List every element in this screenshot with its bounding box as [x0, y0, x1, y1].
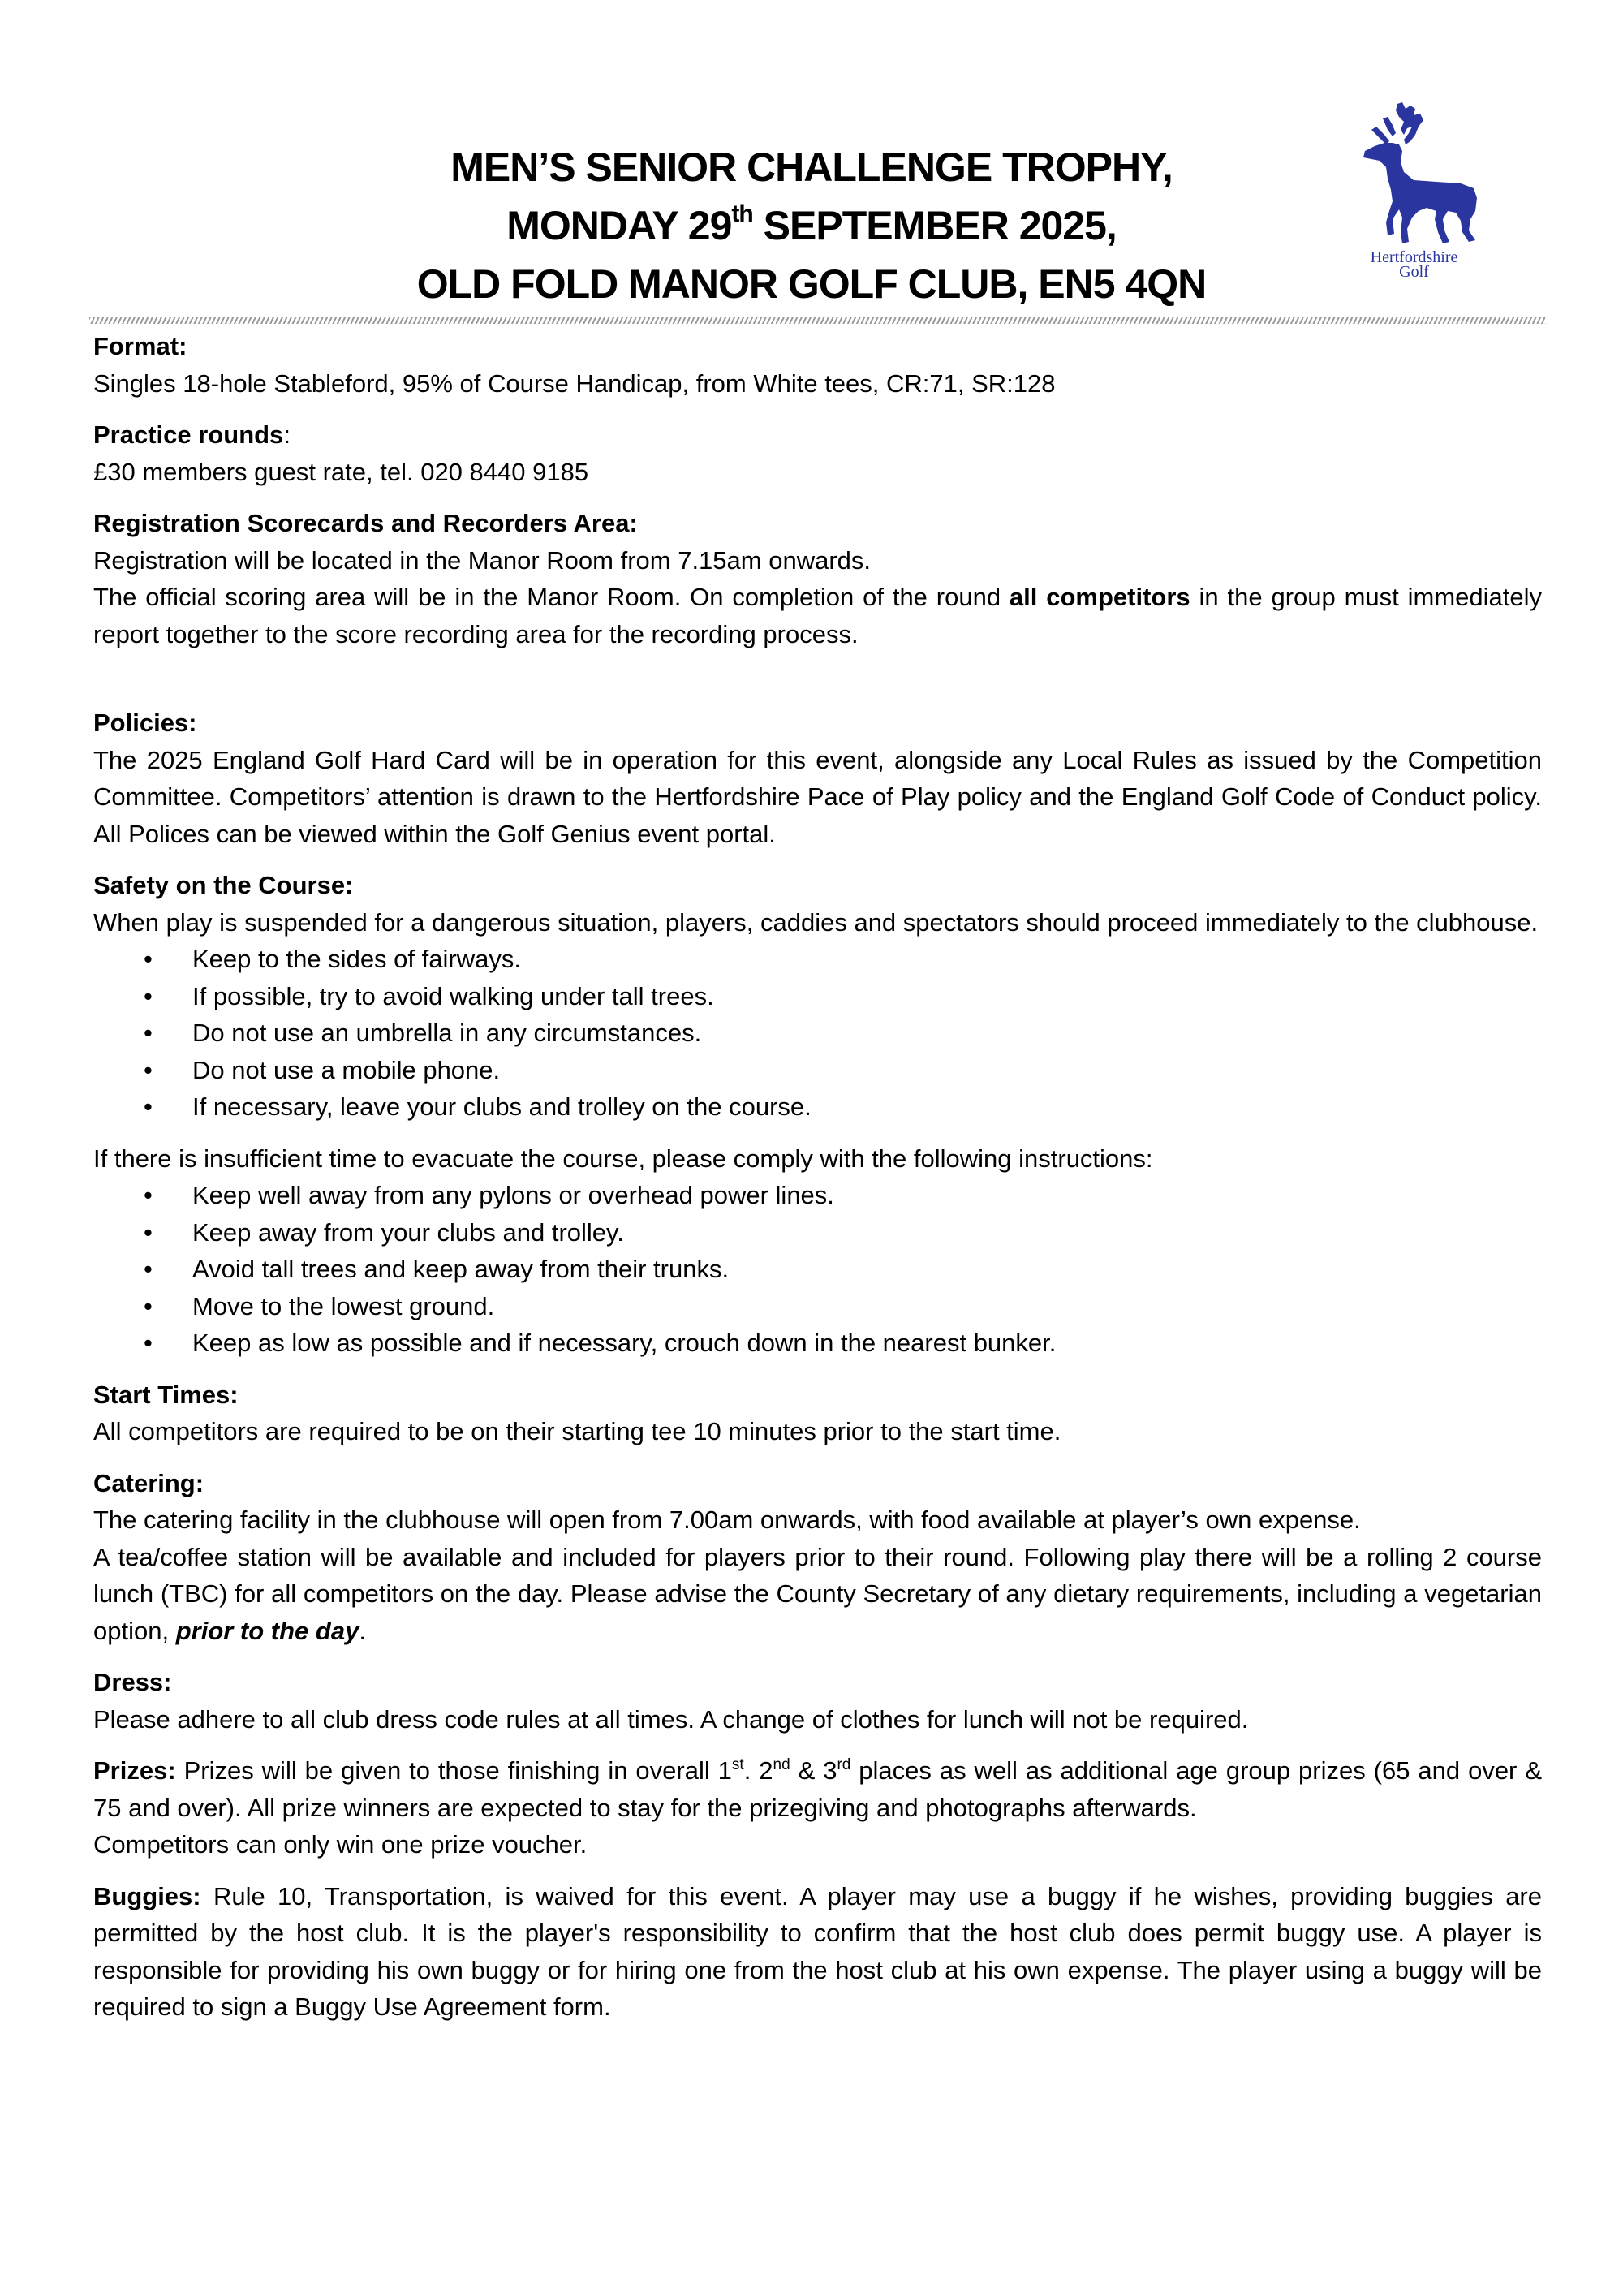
section-heading: Safety on the Course: — [93, 871, 354, 899]
text-run: in the group must immediately report together to the score recording area for the recording process. — [93, 583, 1543, 648]
bullet-icon: • — [144, 1329, 153, 1357]
list-item-text: Do not use an umbrella in any circumstances. — [192, 1019, 702, 1047]
section-heading: Registration Scorecards and Recorders Area: — [93, 509, 638, 537]
emphasis-text: prior to the day — [175, 1616, 359, 1645]
catering-opening: The catering facility in the clubhouse will open from 7.00am onwards, with food available at player’s own expense. — [93, 1506, 1361, 1534]
list-item-text: Keep as low as possible and if necessary, crouch down in the nearest bunker. — [192, 1329, 1057, 1357]
logo-wordmark — [1347, 250, 1481, 279]
section-heading: Dress: — [93, 1668, 172, 1696]
safety-intro-2: If there is insufficient time to evacuate the course, please comply with the following instructions: — [93, 1144, 1153, 1173]
section-heading: Start Times: — [93, 1380, 239, 1409]
prizes-voucher-note: Competitors can only win one prize voucher. — [93, 1830, 588, 1859]
text-run: . — [359, 1616, 366, 1645]
section-text: Singles 18-hole Stableford, 95% of Course Handicap, from White tees, CR:71, SR:128 — [93, 368, 1056, 398]
logo-line-2: Golf — [1399, 263, 1429, 281]
bullet-icon: • — [144, 1181, 153, 1209]
section-prizes — [93, 1752, 1542, 1863]
catering-details — [93, 1539, 1542, 1650]
buggies-text — [93, 1878, 1542, 2026]
section-text: Please adhere to all club dress code rules at all times. A change of clothes for lunch will not be required. — [93, 1704, 1249, 1734]
title-date-prefix: MONDAY 29 — [506, 203, 732, 248]
registration-scoring — [93, 579, 1542, 653]
section-practice-rounds — [93, 416, 1542, 490]
section-safety — [93, 867, 1542, 1126]
bullet-icon: • — [144, 1055, 153, 1084]
list-item — [93, 978, 1542, 1015]
text-run: places as well as additional age group prizes (65 and over & 75 and over). All prize winners are expected to stay for the prizegiving and photographs afterwards. — [93, 1756, 1542, 1822]
bullet-icon: • — [144, 1255, 153, 1283]
section-text: £30 members guest rate, tel. 020 8440 9185 — [93, 457, 589, 486]
heading-colon: : — [283, 420, 291, 449]
title-line-3: OLD FOLD MANOR GOLF CLUB, EN5 4QN — [416, 261, 1207, 307]
list-item-text: Move to the lowest ground. — [192, 1291, 495, 1320]
list-item — [93, 1251, 1542, 1288]
bullet-icon: • — [144, 1217, 153, 1247]
section-heading: Format: — [93, 332, 187, 360]
list-item-text: If possible, try to avoid walking under tall trees. — [192, 981, 714, 1010]
list-item — [93, 1052, 1542, 1089]
text-run: Rule 10, Transportation, is waived for this event. A player may use a buggy if he wishes, providing buggies are permitted by the host club. It is the player's responsibility to confirm that the host club does permit buggy use. A player is responsible for providing his own buggy or for hiring one from the host club at his own expense. The player using a buggy will be required to sign a Buggy Use Agreement form. — [93, 1881, 1542, 2021]
safety-intro: When play is suspended for a dangerous situation, players, caddies and spectators should proceed immediately to the clubhouse. — [93, 907, 1539, 937]
section-heading — [93, 416, 1542, 454]
list-item — [93, 1177, 1542, 1214]
registration-location: Registration will be located in the Manor Room from 7.15am onwards. — [93, 545, 872, 575]
list-item-text: If necessary, leave your clubs and trolley on the course. — [192, 1092, 812, 1121]
ordinal-suffix: st — [731, 1756, 744, 1773]
bullet-icon: • — [144, 945, 153, 973]
text-run: . 2 — [743, 1756, 773, 1785]
section-start-times — [93, 1376, 1542, 1450]
section-policies — [93, 704, 1542, 852]
heading-text: Practice rounds — [93, 420, 284, 449]
text-run: A tea/coffee station will be available and included for players prior to their round. Following play there will be a rolling 2 course lunch (TBC) for all competitors on the day. Please advise the County Secretary of any dietary requirements, including a vegetarian option, — [93, 1542, 1542, 1645]
list-item-text: Keep away from your clubs and trolley. — [192, 1217, 624, 1247]
list-item-text: Keep to the sides of fairways. — [192, 945, 521, 973]
list-item — [93, 1214, 1542, 1251]
list-item-text: Keep well away from any pylons or overhead power lines. — [192, 1181, 834, 1209]
safety-list-evacuation — [93, 1177, 1542, 1362]
ordinal-suffix: nd — [773, 1756, 790, 1773]
section-text: The 2025 England Golf Hard Card will be in operation for this event, alongside any Local Rules as issued by the Competition Committee. Competitors’ attention is drawn to the Hertfordshire Pace of Play policy and the England Golf Code of Conduct policy. All Polices can be viewed within the Golf Genius event portal. — [93, 745, 1542, 848]
list-item — [93, 1088, 1542, 1126]
page-title — [325, 138, 1298, 313]
bullet-icon: • — [144, 981, 153, 1010]
header-divider — [89, 317, 1546, 324]
title-line-1: MEN’S SENIOR CHALLENGE TROPHY, — [450, 144, 1173, 190]
section-heading: Policies: — [93, 709, 197, 737]
section-catering — [93, 1465, 1542, 1650]
emphasis-text: all competitors — [1009, 583, 1190, 611]
section-buggies — [93, 1878, 1542, 2026]
section-registration — [93, 505, 1542, 653]
section-format — [93, 328, 1542, 402]
list-item — [93, 941, 1542, 978]
safety-list-suspended — [93, 941, 1542, 1126]
list-item — [93, 1288, 1542, 1325]
section-safety-evacuation — [93, 1140, 1542, 1362]
section-dress — [93, 1664, 1542, 1738]
title-date-ordinal: th — [731, 200, 753, 227]
text-run: The official scoring area will be in the Manor Room. On completion of the round — [93, 583, 1010, 611]
section-heading: Buggies: — [93, 1881, 201, 1910]
bullet-icon: • — [144, 1092, 153, 1121]
bullet-icon: • — [144, 1019, 153, 1047]
document-body — [93, 328, 1542, 2040]
text-run: & 3 — [790, 1756, 837, 1785]
list-item — [93, 1014, 1542, 1052]
section-text: All competitors are required to be on their starting tee 10 minutes prior to the start time. — [93, 1417, 1061, 1445]
section-heading: Catering: — [93, 1468, 204, 1497]
bullet-icon: • — [144, 1291, 153, 1320]
list-item-text: Avoid tall trees and keep away from their trunks. — [192, 1255, 730, 1283]
ordinal-suffix: rd — [837, 1756, 851, 1773]
logo-line-1: Hertfordshire — [1370, 248, 1458, 266]
title-date-suffix: SEPTEMBER 2025, — [752, 203, 1117, 248]
text-run: Prizes will be given to those finishing in overall 1 — [175, 1756, 732, 1785]
section-heading: Prizes: — [93, 1756, 176, 1785]
list-item-text: Do not use a mobile phone. — [192, 1055, 501, 1084]
prizes-text — [93, 1752, 1542, 1826]
title-line-2 — [325, 196, 1298, 255]
list-item — [93, 1325, 1542, 1362]
